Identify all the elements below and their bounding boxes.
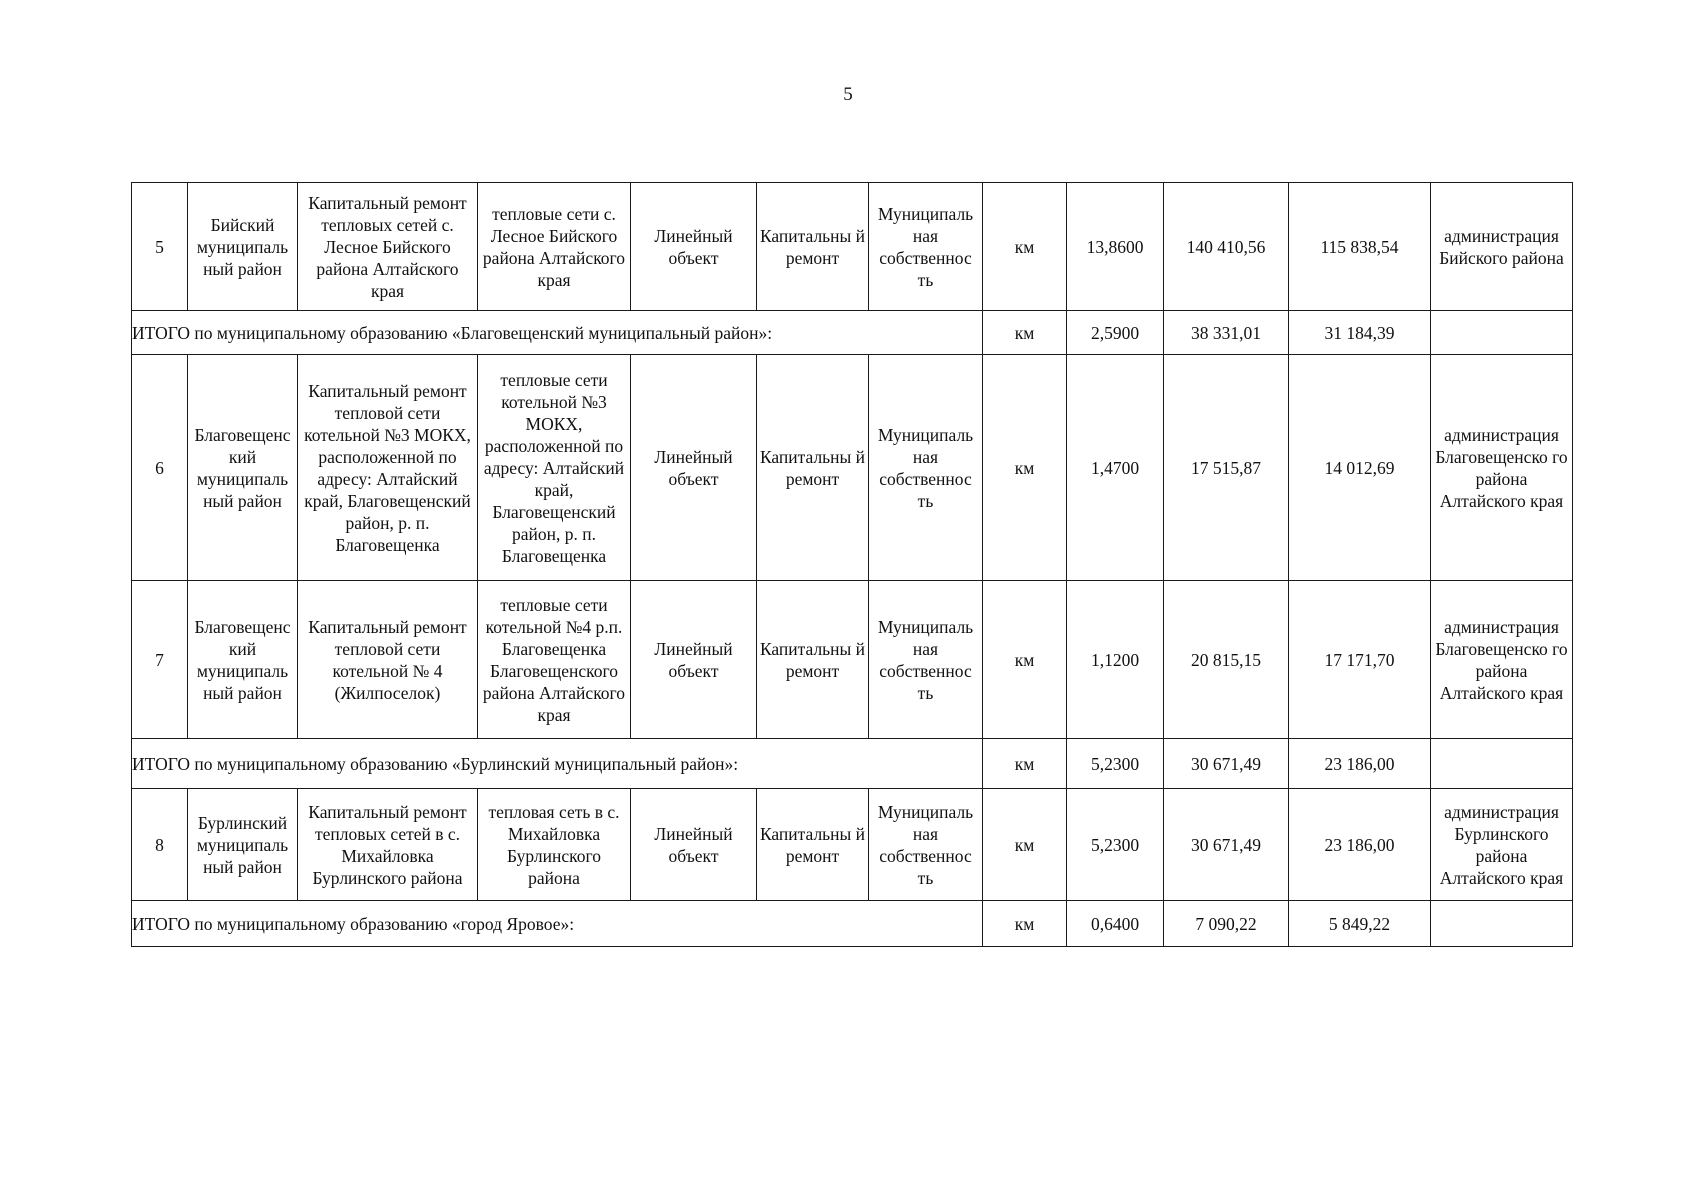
work-name-cell: Капитальный ремонт тепловой сети котельной № 4 (Жилпоселок) (298, 581, 478, 739)
unit-cell: км (983, 355, 1067, 581)
work-type-cell: Капитальны й ремонт (757, 183, 869, 311)
object-name-cell: тепловые сети котельной №3 МОКХ, расположенной по адресу: Алтайский край, Благовещенский район, р. п. Благовещенка (478, 355, 631, 581)
total-label: ИТОГО по муниципальному образованию «Бурлинский муниципальный район»: (132, 739, 983, 789)
object-type-cell: Линейный объект (631, 789, 757, 901)
total-row (132, 901, 1573, 947)
cost-total-cell: 17 515,87 (1164, 355, 1289, 581)
cost-subsidy-cell: 115 838,54 (1289, 183, 1431, 311)
cost-total-cell: 140 410,56 (1164, 183, 1289, 311)
total-label: ИТОГО по муниципальному образованию «город Яровое»: (132, 901, 983, 947)
ownership-cell: Муниципаль ная собственнос ть (869, 581, 983, 739)
work-type-cell: Капитальны й ремонт (757, 355, 869, 581)
row-number: 5 (132, 183, 188, 311)
ownership-cell: Муниципаль ная собственнос ть (869, 789, 983, 901)
work-name-cell: Капитальный ремонт тепловых сетей с. Лесное Бийского района Алтайского края (298, 183, 478, 311)
object-type-cell: Линейный объект (631, 355, 757, 581)
length-cell: 5,2300 (1067, 789, 1164, 901)
cost-total-cell: 30 671,49 (1164, 789, 1289, 901)
municipality-cell: Благовещенс кий муниципаль ный район (188, 355, 298, 581)
cost-total-cell: 20 815,15 (1164, 581, 1289, 739)
length-cell: 1,4700 (1067, 355, 1164, 581)
customer-cell: администрация Бийского района (1431, 183, 1573, 311)
object-name-cell: тепловая сеть в с. Михайловка Бурлинского района (478, 789, 631, 901)
length-cell: 1,1200 (1067, 581, 1164, 739)
unit-cell: км (983, 581, 1067, 739)
cost-total-cell: 38 331,01 (1164, 311, 1289, 355)
cost-subsidy-cell: 5 849,22 (1289, 901, 1431, 947)
object-type-cell: Линейный объект (631, 581, 757, 739)
cost-subsidy-cell: 23 186,00 (1289, 739, 1431, 789)
row-number: 6 (132, 355, 188, 581)
object-name-cell: тепловые сети котельной №4 р.п. Благовещенка Благовещенского района Алтайского края (478, 581, 631, 739)
object-type-cell: Линейный объект (631, 183, 757, 311)
ownership-cell: Муниципаль ная собственнос ть (869, 355, 983, 581)
row-number: 7 (132, 581, 188, 739)
objects-table (131, 182, 1573, 947)
ownership-cell: Муниципаль ная собственнос ть (869, 183, 983, 311)
unit-cell: км (983, 901, 1067, 947)
cost-subsidy-cell: 17 171,70 (1289, 581, 1431, 739)
customer-cell: администрация Благовещенско го района Алтайского края (1431, 355, 1573, 581)
length-cell: 13,8600 (1067, 183, 1164, 311)
customer-cell (1431, 739, 1573, 789)
total-row (132, 311, 1573, 355)
unit-cell: км (983, 739, 1067, 789)
municipality-cell: Бурлинский муниципаль ный район (188, 789, 298, 901)
table-row (132, 789, 1573, 901)
work-name-cell: Капитальный ремонт тепловой сети котельной №3 МОКХ, расположенной по адресу: Алтайский край, Благовещенский район, р. п. Благовещенка (298, 355, 478, 581)
table-row (132, 183, 1573, 311)
length-cell: 0,6400 (1067, 901, 1164, 947)
work-type-cell: Капитальны й ремонт (757, 581, 869, 739)
row-number: 8 (132, 789, 188, 901)
total-label: ИТОГО по муниципальному образованию «Благовещенский муниципальный район»: (132, 311, 983, 355)
customer-cell (1431, 901, 1573, 947)
page-number: 5 (843, 84, 853, 105)
customer-cell: администрация Бурлинского района Алтайского края (1431, 789, 1573, 901)
municipality-cell: Бийский муниципаль ный район (188, 183, 298, 311)
length-cell: 2,5900 (1067, 311, 1164, 355)
municipality-cell: Благовещенс кий муниципаль ный район (188, 581, 298, 739)
work-name-cell: Капитальный ремонт тепловых сетей в с. Михайловка Бурлинского района (298, 789, 478, 901)
cost-subsidy-cell: 31 184,39 (1289, 311, 1431, 355)
table-row (132, 355, 1573, 581)
customer-cell: администрация Благовещенско го района Алтайского края (1431, 581, 1573, 739)
cost-subsidy-cell: 14 012,69 (1289, 355, 1431, 581)
length-cell: 5,2300 (1067, 739, 1164, 789)
object-name-cell: тепловые сети с. Лесное Бийского района Алтайского края (478, 183, 631, 311)
table-row (132, 581, 1573, 739)
unit-cell: км (983, 311, 1067, 355)
cost-subsidy-cell: 23 186,00 (1289, 789, 1431, 901)
unit-cell: км (983, 789, 1067, 901)
cost-total-cell: 30 671,49 (1164, 739, 1289, 789)
cost-total-cell: 7 090,22 (1164, 901, 1289, 947)
work-type-cell: Капитальны й ремонт (757, 789, 869, 901)
customer-cell (1431, 311, 1573, 355)
total-row (132, 739, 1573, 789)
unit-cell: км (983, 183, 1067, 311)
